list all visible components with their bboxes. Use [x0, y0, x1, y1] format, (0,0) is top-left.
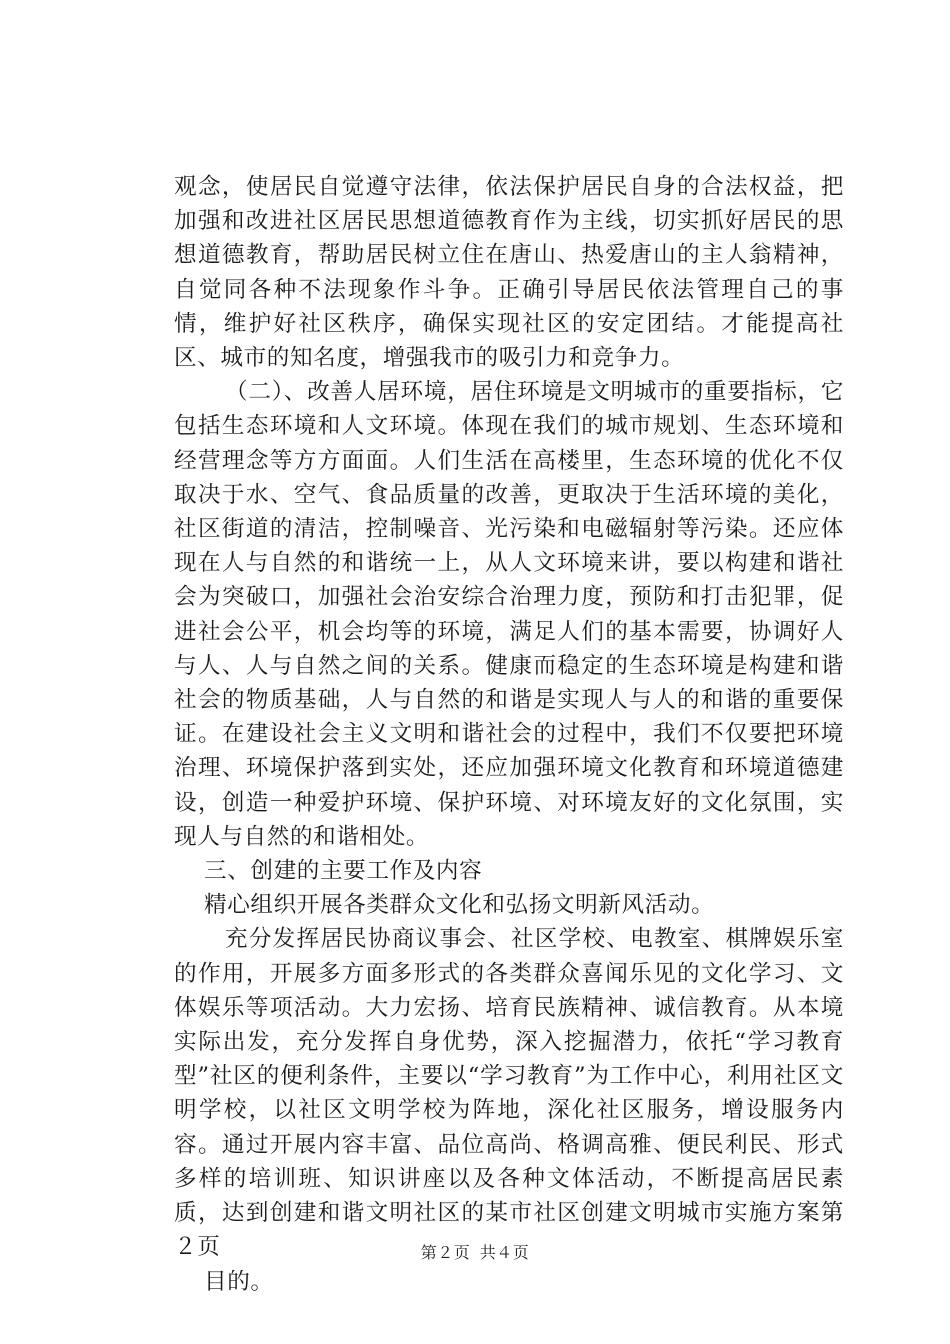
paragraph-purpose: 目的。: [204, 1268, 274, 1295]
paragraph-community-facilities: 充分发挥居民协商议事会、社区学校、电教室、棋牌娱乐室的作用，开展多方面多形式的各类群众喜闻乐见的文化学习、文体娱乐等项活动。大力宏扬、培育民族精神、诚信教育。从本境实际出发，充分发挥自身优势，深入挖掘潜力，依托“学习教育型”社区的便利条件，主要以“学习教育”为工作中心，利用社区文明学校，以社区文明学校为阵地，深化社区服务，增设服务内容。通过开展内容丰富、品位高尚、格调高雅、便民利民、形式多样的培训班、知识讲座以及各种文体活动，不断提高居民素质，达到创建和谐文明社区的某市社区创建文明城市实施方案第２页: [174, 926, 844, 1261]
paragraph-ideology: 观念，使居民自觉遵守法律，依法保护居民自身的合法权益，把加强和改进社区居民思想道德教育作为主线，切实抓好居民的思想道德教育，帮助居民树立住在唐山、热爱唐山的主人翁精神，自觉同各种不法现象作斗争。正确引导居民依法管理自己的事情，维护好社区秩序，确保实现社区的安定团结。才能提高社区、城市的知名度，增强我市的吸引力和竞争力。: [174, 174, 844, 372]
section-heading-main-work: 三、创建的主要工作及内容: [204, 858, 483, 885]
page-number-current: 第２页: [420, 1243, 471, 1262]
paragraph-cultural-activities: 精心组织开展各类群众文化和弘扬文明新风活动。: [204, 892, 715, 919]
page-footer: [0, 1243, 950, 1263]
document-body: [174, 170, 844, 1299]
paragraph-living-environment: （二）、改善人居环境，居住环境是文明城市的重要指标，它包括生态环境和人文环境。体现在我们的城市规划、生态环境和经营理念等方方面面。人们生活在高楼里，生态环境的优化不仅取决于水、空气、食品质量的改善，更取决于生活环境的美化，社区街道的清洁，控制噪音、光污染和电磁辐射等污染。还应体现在人与自然的和谐统一上，从人文环境来讲，要以构建和谐社会为突破口，加强社会治安综合治理力度，预防和打击犯罪，促进社会公平，机会均等的环境，满足人们的基本需要，协调好人与人、人与自然之间的关系。健康而稳定的生态环境是构建和谐社会的物质基础，人与自然的和谐是实现人与人的和谐的重要保证。在建设社会主义文明和谐社会的过程中，我们不仅要把环境治理、环境保护落到实处，还应加强环境文化教育和环境道德建设，创造一种爱护环境、保护环境、对环境友好的文化氛围，实现人与自然的和谐相处。: [174, 379, 844, 850]
page-number-total: 共４页: [479, 1243, 530, 1262]
